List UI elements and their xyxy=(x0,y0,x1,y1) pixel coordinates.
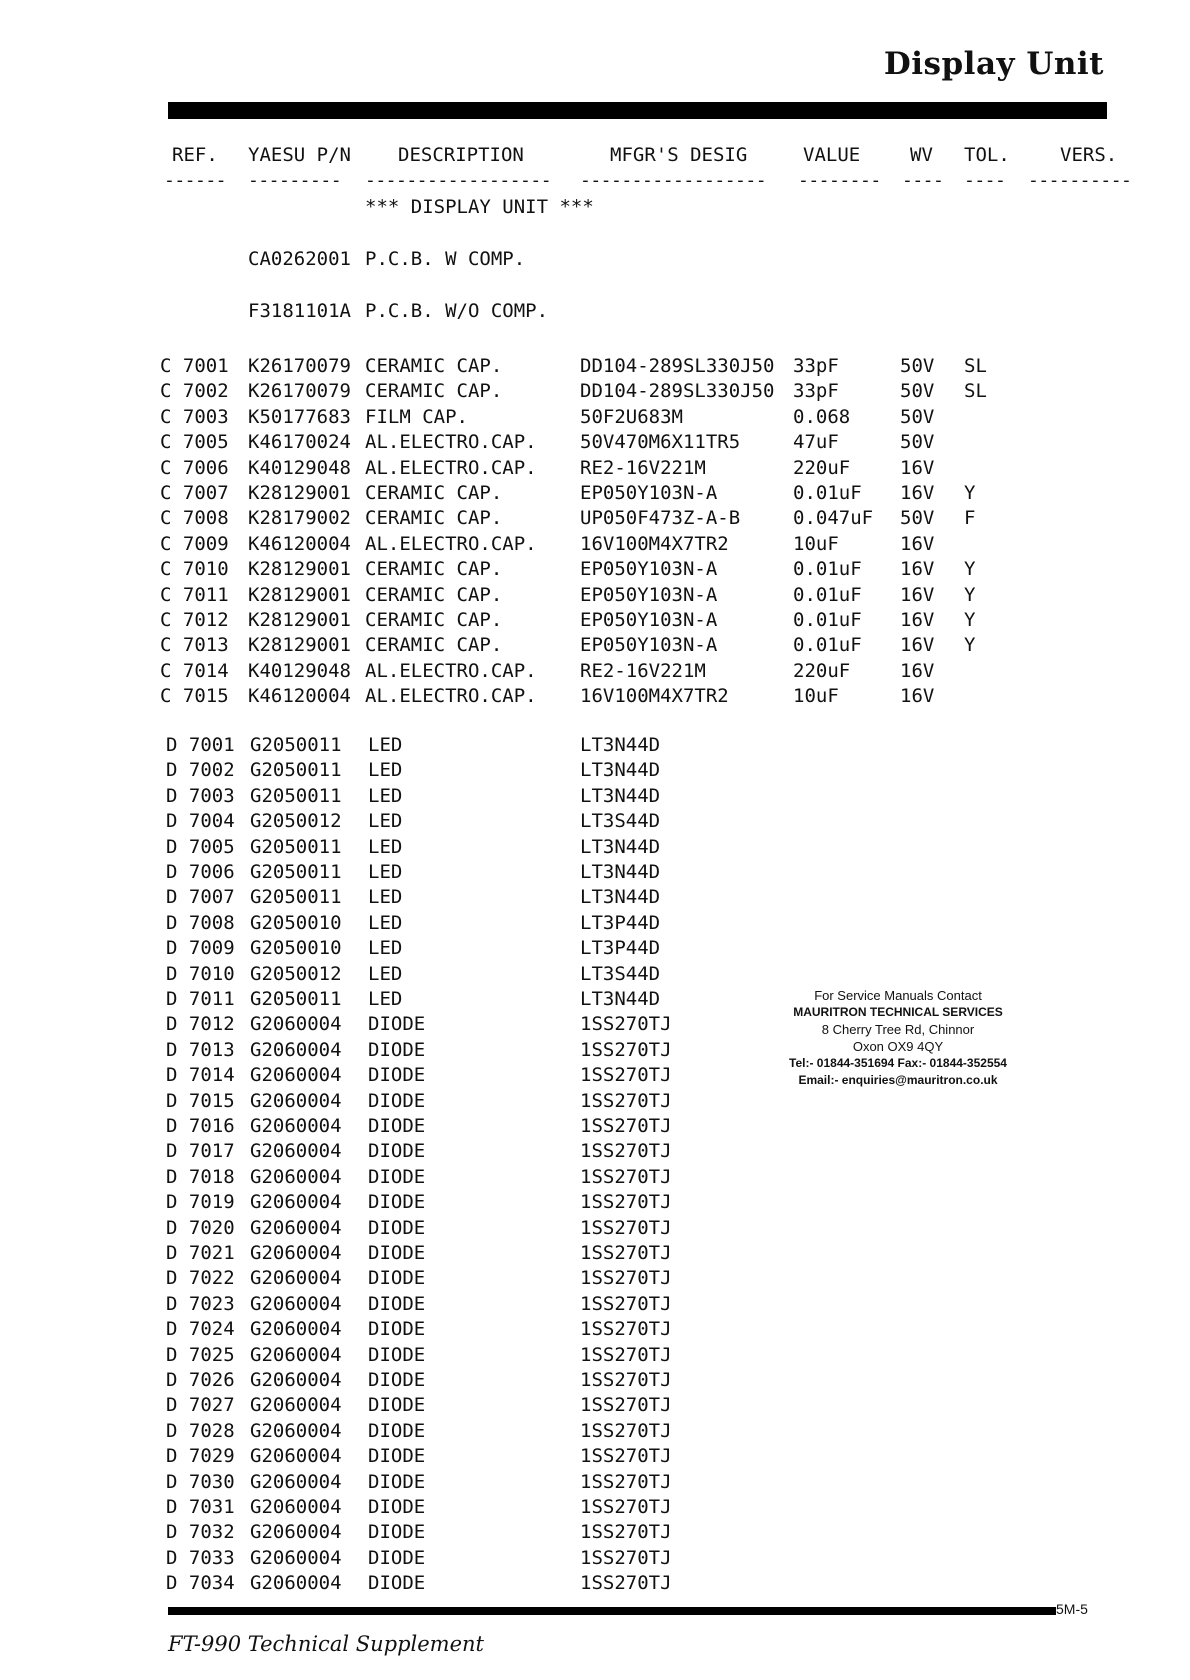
cell-ref: C 7001 xyxy=(160,355,229,377)
cell-desc: DIODE xyxy=(368,1242,426,1264)
page-number: 5M-5 xyxy=(1056,1601,1088,1617)
cell-mfgr: 1SS270TJ xyxy=(580,1292,672,1315)
cell-desc: LED xyxy=(368,861,403,883)
cell-desc: DIODE xyxy=(368,1343,426,1366)
cell-ref: D 7011 xyxy=(166,988,235,1010)
cell-pn: G2050010 xyxy=(250,911,342,934)
cell-pn: G2050012 xyxy=(250,810,342,833)
cell-pn: G2050011 xyxy=(250,861,342,883)
dash-vers: ---------- xyxy=(1028,170,1132,191)
cell-mfgr: 16V100M4X7TR2 xyxy=(580,532,729,555)
cell-tol: F xyxy=(964,507,976,530)
notice-address: 8 Cherry Tree Rd, Chinnor xyxy=(821,1022,975,1037)
cell-ref: C 7003 xyxy=(160,405,229,428)
cell-mfgr: 1SS270TJ xyxy=(580,1470,672,1493)
cell-mfgr: 1SS270TJ xyxy=(580,1445,672,1468)
cell-ref: D 7015 xyxy=(166,1089,235,1112)
cell-mfgr: 1SS270TJ xyxy=(580,1089,672,1112)
col-tol-header: TOL. xyxy=(964,144,1010,166)
cell-value: 47uF xyxy=(793,431,839,454)
cell-desc: DIODE xyxy=(368,1089,426,1112)
cell-tol: Y xyxy=(964,609,976,631)
cell-wv: 16V xyxy=(900,583,935,606)
cell-value: 220uF xyxy=(793,659,851,682)
bottom-rule xyxy=(168,1607,1056,1615)
notice-company: MAURITRON TECHNICAL SERVICES xyxy=(793,1005,1003,1019)
cell-desc: DIODE xyxy=(368,1419,426,1442)
cell-desc: CERAMIC CAP. xyxy=(365,507,503,530)
cell-desc: LED xyxy=(368,734,403,756)
col-value-header: VALUE xyxy=(803,144,861,166)
cell-pn: K46120004 xyxy=(248,532,351,555)
cell-ref: C 7002 xyxy=(160,380,229,403)
cell-desc: DIODE xyxy=(368,1394,426,1417)
cell-pn: G2060004 xyxy=(250,1089,342,1112)
cell-ref: C 7013 xyxy=(160,634,229,657)
cell-wv: 16V xyxy=(900,609,935,631)
cell-mfgr: EP050Y103N-A xyxy=(580,482,718,504)
cell-desc: CERAMIC CAP. xyxy=(365,482,503,504)
cell-desc: CERAMIC CAP. xyxy=(365,380,503,403)
dash-tol: ---- xyxy=(964,170,1006,191)
cell-tol: Y xyxy=(964,583,976,606)
pcb-pn: F3181101A xyxy=(248,300,351,322)
cell-value: 0.068 xyxy=(793,405,851,428)
cell-desc: DIODE xyxy=(368,1216,426,1239)
pcb-desc: P.C.B. W COMP. xyxy=(365,248,526,270)
cell-mfgr: 1SS270TJ xyxy=(580,1038,672,1061)
cell-value: 0.047uF xyxy=(793,507,874,530)
cell-mfgr: LT3N44D xyxy=(580,759,661,782)
cell-ref: D 7029 xyxy=(166,1445,235,1468)
cell-ref: C 7014 xyxy=(160,659,229,682)
cell-ref: D 7007 xyxy=(166,886,235,909)
cell-ref: D 7003 xyxy=(166,784,235,807)
cell-desc: LED xyxy=(368,784,403,807)
cell-ref: D 7019 xyxy=(166,1191,235,1214)
cell-pn: K40129048 xyxy=(248,659,351,682)
cell-ref: C 7008 xyxy=(160,507,229,530)
cell-mfgr: 1SS270TJ xyxy=(580,1115,672,1137)
cell-value: 0.01uF xyxy=(793,583,862,606)
cell-tol: Y xyxy=(964,558,976,581)
footer-title: FT-990 Technical Supplement xyxy=(168,1632,484,1656)
cell-pn: G2060004 xyxy=(250,1191,342,1214)
cell-ref: D 7012 xyxy=(166,1013,235,1036)
cell-value: 10uF xyxy=(793,685,839,708)
cell-mfgr: 1SS270TJ xyxy=(580,1318,672,1341)
cell-mfgr: 1SS270TJ xyxy=(580,1191,672,1214)
dash-pn: --------- xyxy=(248,170,342,191)
cell-desc: DIODE xyxy=(368,1318,426,1341)
cell-mfgr: 1SS270TJ xyxy=(580,1140,672,1163)
cell-desc: FILM CAP. xyxy=(365,405,468,428)
col-ref-header: REF. xyxy=(172,144,218,166)
cell-pn: G2050011 xyxy=(250,988,342,1010)
cell-value: 33pF xyxy=(793,355,839,377)
cell-ref: C 7006 xyxy=(160,456,229,479)
cell-ref: D 7006 xyxy=(166,861,235,883)
cell-pn: G2050012 xyxy=(250,962,342,985)
cell-ref: D 7026 xyxy=(166,1369,235,1391)
cell-desc: DIODE xyxy=(368,1369,426,1391)
cell-pn: G2060004 xyxy=(250,1115,342,1137)
cell-wv: 16V xyxy=(900,634,935,657)
cell-desc: DIODE xyxy=(368,1115,426,1137)
cell-pn: G2060004 xyxy=(250,1267,342,1290)
cell-pn: G2050010 xyxy=(250,937,342,960)
cell-pn: G2050011 xyxy=(250,886,342,909)
cell-desc: DIODE xyxy=(368,1521,426,1544)
cell-desc: CERAMIC CAP. xyxy=(365,634,503,657)
cell-ref: D 7005 xyxy=(166,835,235,858)
cell-desc: LED xyxy=(368,937,403,960)
cell-ref: D 7021 xyxy=(166,1242,235,1264)
cell-pn: G2060004 xyxy=(250,1496,342,1518)
cell-desc: AL.ELECTRO.CAP. xyxy=(365,532,537,555)
cell-wv: 16V xyxy=(900,532,935,555)
notice-postcode: Oxon OX9 4QY xyxy=(852,1039,944,1054)
dash-ref: ------ xyxy=(164,170,227,191)
cell-desc: DIODE xyxy=(368,1165,426,1188)
pcb-desc: P.C.B. W/O COMP. xyxy=(365,300,549,322)
cell-pn: K26170079 xyxy=(248,380,351,403)
cell-mfgr: LT3P44D xyxy=(580,911,661,934)
cell-pn: K46170024 xyxy=(248,431,351,454)
cell-desc: LED xyxy=(368,835,403,858)
dash-wv: ---- xyxy=(902,170,944,191)
cell-desc: DIODE xyxy=(368,1267,426,1290)
cell-ref: C 7010 xyxy=(160,558,229,581)
cell-desc: LED xyxy=(368,962,403,985)
cell-mfgr: 1SS270TJ xyxy=(580,1165,672,1188)
cell-mfgr: 1SS270TJ xyxy=(580,1369,672,1391)
cell-pn: K28129001 xyxy=(248,558,351,581)
cell-pn: K26170079 xyxy=(248,355,351,377)
cell-desc: AL.ELECTRO.CAP. xyxy=(365,431,537,454)
cell-value: 0.01uF xyxy=(793,634,862,657)
cell-desc: DIODE xyxy=(368,1496,426,1518)
cell-pn: G2060004 xyxy=(250,1572,342,1595)
cell-ref: D 7033 xyxy=(166,1546,235,1569)
cell-desc: DIODE xyxy=(368,1191,426,1214)
cell-mfgr: LT3N44D xyxy=(580,861,661,883)
cell-ref: C 7012 xyxy=(160,609,229,631)
dash-value: -------- xyxy=(798,170,881,191)
cell-tol: SL xyxy=(964,355,987,377)
cell-mfgr: EP050Y103N-A xyxy=(580,634,718,657)
page-title: Display Unit xyxy=(883,46,1104,82)
cell-desc: LED xyxy=(368,911,403,934)
section-title: *** DISPLAY UNIT *** xyxy=(365,196,594,218)
cell-pn: G2060004 xyxy=(250,1470,342,1493)
cell-pn: G2060004 xyxy=(250,1242,342,1264)
cell-mfgr: UP050F473Z-A-B xyxy=(580,507,741,530)
cell-ref: D 7017 xyxy=(166,1140,235,1163)
cell-wv: 16V xyxy=(900,685,935,708)
cell-ref: D 7016 xyxy=(166,1115,235,1137)
cell-mfgr: 1SS270TJ xyxy=(580,1394,672,1417)
cell-desc: DIODE xyxy=(368,1038,426,1061)
cell-mfgr: 50V470M6X11TR5 xyxy=(580,431,741,454)
col-pn-header: YAESU P/N xyxy=(248,144,351,166)
cell-tol: Y xyxy=(964,482,976,504)
cell-ref: D 7020 xyxy=(166,1216,235,1239)
cell-mfgr: DD104-289SL330J50 xyxy=(580,380,775,403)
cell-pn: G2050011 xyxy=(250,835,342,858)
cell-ref: D 7028 xyxy=(166,1419,235,1442)
dash-desc: ------------------ xyxy=(365,170,552,191)
cell-pn: K28179002 xyxy=(248,507,351,530)
cell-mfgr: EP050Y103N-A xyxy=(580,583,718,606)
cell-value: 10uF xyxy=(793,532,839,555)
col-wv-header: WV xyxy=(910,144,933,166)
cell-value: 0.01uF xyxy=(793,482,862,504)
cell-mfgr: LT3N44D xyxy=(580,988,661,1010)
cell-desc: DIODE xyxy=(368,1292,426,1315)
cell-desc: LED xyxy=(368,988,403,1010)
cell-mfgr: LT3P44D xyxy=(580,937,661,960)
cell-mfgr: EP050Y103N-A xyxy=(580,609,718,631)
cell-mfgr: 1SS270TJ xyxy=(580,1216,672,1239)
cell-desc: DIODE xyxy=(368,1445,426,1468)
pcb-pn: CA0262001 xyxy=(248,248,351,270)
cell-tol: Y xyxy=(964,634,976,657)
cell-value: 33pF xyxy=(793,380,839,403)
col-mfgr-header: MFGR'S DESIG xyxy=(610,144,748,166)
cell-mfgr: EP050Y103N-A xyxy=(580,558,718,581)
cell-ref: D 7002 xyxy=(166,759,235,782)
cell-mfgr: RE2-16V221M xyxy=(580,659,706,682)
cell-desc: DIODE xyxy=(368,1546,426,1569)
cell-pn: G2050011 xyxy=(250,734,342,756)
cell-ref: D 7022 xyxy=(166,1267,235,1290)
cell-value: 220uF xyxy=(793,456,851,479)
cell-pn: G2060004 xyxy=(250,1140,342,1163)
cell-mfgr: LT3N44D xyxy=(580,835,661,858)
cell-wv: 50V xyxy=(900,405,935,428)
cell-pn: G2060004 xyxy=(250,1064,342,1087)
cell-ref: C 7007 xyxy=(160,482,229,504)
cell-pn: K28129001 xyxy=(248,482,351,504)
cell-ref: C 7009 xyxy=(160,532,229,555)
cell-pn: G2060004 xyxy=(250,1013,342,1036)
cell-mfgr: 1SS270TJ xyxy=(580,1267,672,1290)
cell-ref: D 7024 xyxy=(166,1318,235,1341)
cell-pn: G2060004 xyxy=(250,1419,342,1442)
cell-ref: D 7027 xyxy=(166,1394,235,1417)
cell-mfgr: LT3N44D xyxy=(580,784,661,807)
cell-value: 0.01uF xyxy=(793,609,862,631)
cell-ref: D 7025 xyxy=(166,1343,235,1366)
cell-mfgr: 1SS270TJ xyxy=(580,1521,672,1544)
notice-email: Email:- enquiries@mauritron.co.uk xyxy=(798,1073,998,1087)
cell-ref: D 7013 xyxy=(166,1038,235,1061)
cell-ref: D 7009 xyxy=(166,937,235,960)
cell-pn: K50177683 xyxy=(248,405,351,428)
cell-pn: G2060004 xyxy=(250,1038,342,1061)
notice-line: For Service Manuals Contact xyxy=(814,988,982,1003)
cell-mfgr: DD104-289SL330J50 xyxy=(580,355,775,377)
cell-ref: D 7023 xyxy=(166,1292,235,1315)
cell-desc: LED xyxy=(368,886,403,909)
cell-desc: DIODE xyxy=(368,1140,426,1163)
cell-desc: AL.ELECTRO.CAP. xyxy=(365,456,537,479)
cell-pn: G2060004 xyxy=(250,1546,342,1569)
cell-pn: K46120004 xyxy=(248,685,351,708)
cell-ref: D 7034 xyxy=(166,1572,235,1595)
cell-pn: G2050011 xyxy=(250,759,342,782)
cell-pn: G2050011 xyxy=(250,784,342,807)
cell-ref: D 7031 xyxy=(166,1496,235,1518)
cell-ref: D 7032 xyxy=(166,1521,235,1544)
cell-wv: 50V xyxy=(900,507,935,530)
cell-desc: DIODE xyxy=(368,1470,426,1493)
cell-wv: 50V xyxy=(900,355,935,377)
cell-desc: DIODE xyxy=(368,1064,426,1087)
cell-pn: G2060004 xyxy=(250,1445,342,1468)
cell-desc: DIODE xyxy=(368,1572,426,1595)
cell-wv: 50V xyxy=(900,380,935,403)
cell-wv: 16V xyxy=(900,659,935,682)
cell-desc: CERAMIC CAP. xyxy=(365,355,503,377)
cell-mfgr: LT3S44D xyxy=(580,962,661,985)
cell-desc: CERAMIC CAP. xyxy=(365,558,503,581)
cell-wv: 16V xyxy=(900,482,935,504)
cell-mfgr: 1SS270TJ xyxy=(580,1496,672,1518)
cell-mfgr: LT3N44D xyxy=(580,734,661,756)
cell-pn: G2060004 xyxy=(250,1216,342,1239)
cell-pn: K28129001 xyxy=(248,634,351,657)
cell-desc: DIODE xyxy=(368,1013,426,1036)
cell-ref: D 7008 xyxy=(166,911,235,934)
cell-mfgr: LT3S44D xyxy=(580,810,661,833)
cell-wv: 50V xyxy=(900,431,935,454)
cell-pn: G2060004 xyxy=(250,1292,342,1315)
cell-mfgr: 1SS270TJ xyxy=(580,1572,672,1595)
cell-value: 0.01uF xyxy=(793,558,862,581)
cell-ref: C 7015 xyxy=(160,685,229,708)
notice-phone: Tel:- 01844-351694 Fax:- 01844-352554 xyxy=(789,1056,1007,1070)
service-notice xyxy=(776,987,1020,1089)
cell-tol: SL xyxy=(964,380,987,403)
cell-mfgr: 1SS270TJ xyxy=(580,1546,672,1569)
cell-wv: 16V xyxy=(900,558,935,581)
cell-mfgr: 1SS270TJ xyxy=(580,1419,672,1442)
cell-mfgr: 16V100M4X7TR2 xyxy=(580,685,729,708)
cell-mfgr: 1SS270TJ xyxy=(580,1242,672,1264)
cell-ref: D 7004 xyxy=(166,810,235,833)
cell-ref: D 7001 xyxy=(166,734,235,756)
cell-ref: C 7011 xyxy=(160,583,229,606)
cell-pn: K40129048 xyxy=(248,456,351,479)
cell-desc: CERAMIC CAP. xyxy=(365,583,503,606)
cell-desc: AL.ELECTRO.CAP. xyxy=(365,685,537,708)
cell-desc: LED xyxy=(368,759,403,782)
cell-mfgr: 1SS270TJ xyxy=(580,1064,672,1087)
cell-pn: G2060004 xyxy=(250,1369,342,1391)
cell-mfgr: 50F2U683M xyxy=(580,405,683,428)
cell-pn: G2060004 xyxy=(250,1521,342,1544)
cell-desc: LED xyxy=(368,810,403,833)
cell-pn: G2060004 xyxy=(250,1394,342,1417)
cell-mfgr: 1SS270TJ xyxy=(580,1013,672,1036)
cell-mfgr: 1SS270TJ xyxy=(580,1343,672,1366)
cell-mfgr: RE2-16V221M xyxy=(580,456,706,479)
cell-ref: D 7018 xyxy=(166,1165,235,1188)
top-rule xyxy=(168,102,1107,119)
cell-mfgr: LT3N44D xyxy=(580,886,661,909)
cell-ref: D 7010 xyxy=(166,962,235,985)
dash-mfgr: ------------------ xyxy=(580,170,767,191)
cell-desc: CERAMIC CAP. xyxy=(365,609,503,631)
col-desc-header: DESCRIPTION xyxy=(398,144,524,166)
cell-ref: D 7030 xyxy=(166,1470,235,1493)
cell-pn: G2060004 xyxy=(250,1318,342,1341)
cell-pn: K28129001 xyxy=(248,609,351,631)
cell-ref: C 7005 xyxy=(160,431,229,454)
cell-pn: G2060004 xyxy=(250,1343,342,1366)
cell-ref: D 7014 xyxy=(166,1064,235,1087)
cell-pn: G2060004 xyxy=(250,1165,342,1188)
cell-pn: K28129001 xyxy=(248,583,351,606)
col-vers-header: VERS. xyxy=(1060,144,1118,166)
cell-wv: 16V xyxy=(900,456,935,479)
cell-desc: AL.ELECTRO.CAP. xyxy=(365,659,537,682)
